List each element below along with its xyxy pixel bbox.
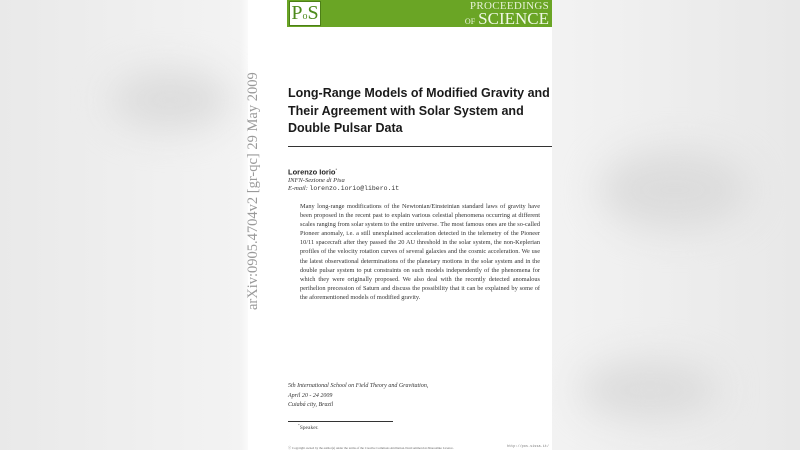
- abstract: Many long-range modifications of the Newtonian/Einsteinian standard laws of gravity have been proposed in the recent past to explain various celestial phenomena occurring at different scales ranging from solar system to the entire universe. The most famous ones are the so-called Pioneer anomaly, i.e. a still unexplained acceleration detected in the telemetry of the Pioneer 10/11 spacecraft after they passed the 20 AU threshold in the solar system, the non-Keplerian profiles of the velocity rotation curves of several galaxies and the cosmic acceleration. We use the latest observational determinations of the planetary motions in the solar system and in the double pulsar system to put constraints on such models independently of the phenomena for which they were originally proposed. We also deal with the recently detected anomalous perihelion precession of Saturn and discuss the possibility that it can be explained by some of the aforementioned models of modified gravity.: [300, 203, 540, 301]
- arxiv-stamp: arXiv:0905.4704v2 [gr-qc] 29 May 2009: [245, 72, 261, 310]
- author-name: [288, 167, 337, 177]
- conference-location: Cuiabá city, Brazil: [288, 402, 334, 408]
- footnote-text: Speaker.: [299, 424, 319, 431]
- background-blur-shape: [580, 360, 720, 420]
- paper-title: Long-Range Models of Modified Gravity and Their Agreement with Solar System and Double Pulsar Data: [288, 86, 550, 135]
- pos-header-banner: [287, 0, 552, 27]
- paper-page: [245, 0, 552, 450]
- conference-info: [288, 382, 428, 411]
- author-mark: *: [335, 167, 338, 172]
- footnote-mark: *: [298, 423, 300, 427]
- background-blur-shape: [110, 70, 230, 130]
- copyright-notice: ⓒ Copyright owned by the author(s) under the terms of the Creative Commons Attribution-NonCommercial-ShareAlike Licence.: [288, 446, 454, 450]
- title-rule: [288, 146, 552, 147]
- email-address[interactable]: lorenzo.iorio@libero.it: [309, 185, 400, 192]
- author-name-text: Lorenzo Iorio: [288, 167, 336, 177]
- conference-name: 5th International School on Field Theory and Gravitation,: [288, 383, 429, 389]
- journal-science: SCIENCE: [478, 9, 549, 28]
- email-label: E-mail:: [288, 185, 308, 192]
- author-affiliation: INFN-Sezione di Pisa: [288, 177, 345, 184]
- footnote-rule: [288, 421, 393, 422]
- conference-dates: April 20 - 24 2009: [288, 392, 333, 399]
- footnote: [298, 423, 319, 431]
- journal-name-line2: [465, 9, 549, 29]
- author-email: [288, 185, 399, 192]
- journal-of: OF: [464, 17, 476, 26]
- background-blur-shape: [600, 150, 750, 230]
- journal-name-line1: PROCEEDINGS: [469, 0, 549, 12]
- pos-logo: PoS: [289, 1, 321, 26]
- pos-url[interactable]: http://pos.sissa.it/: [506, 445, 549, 449]
